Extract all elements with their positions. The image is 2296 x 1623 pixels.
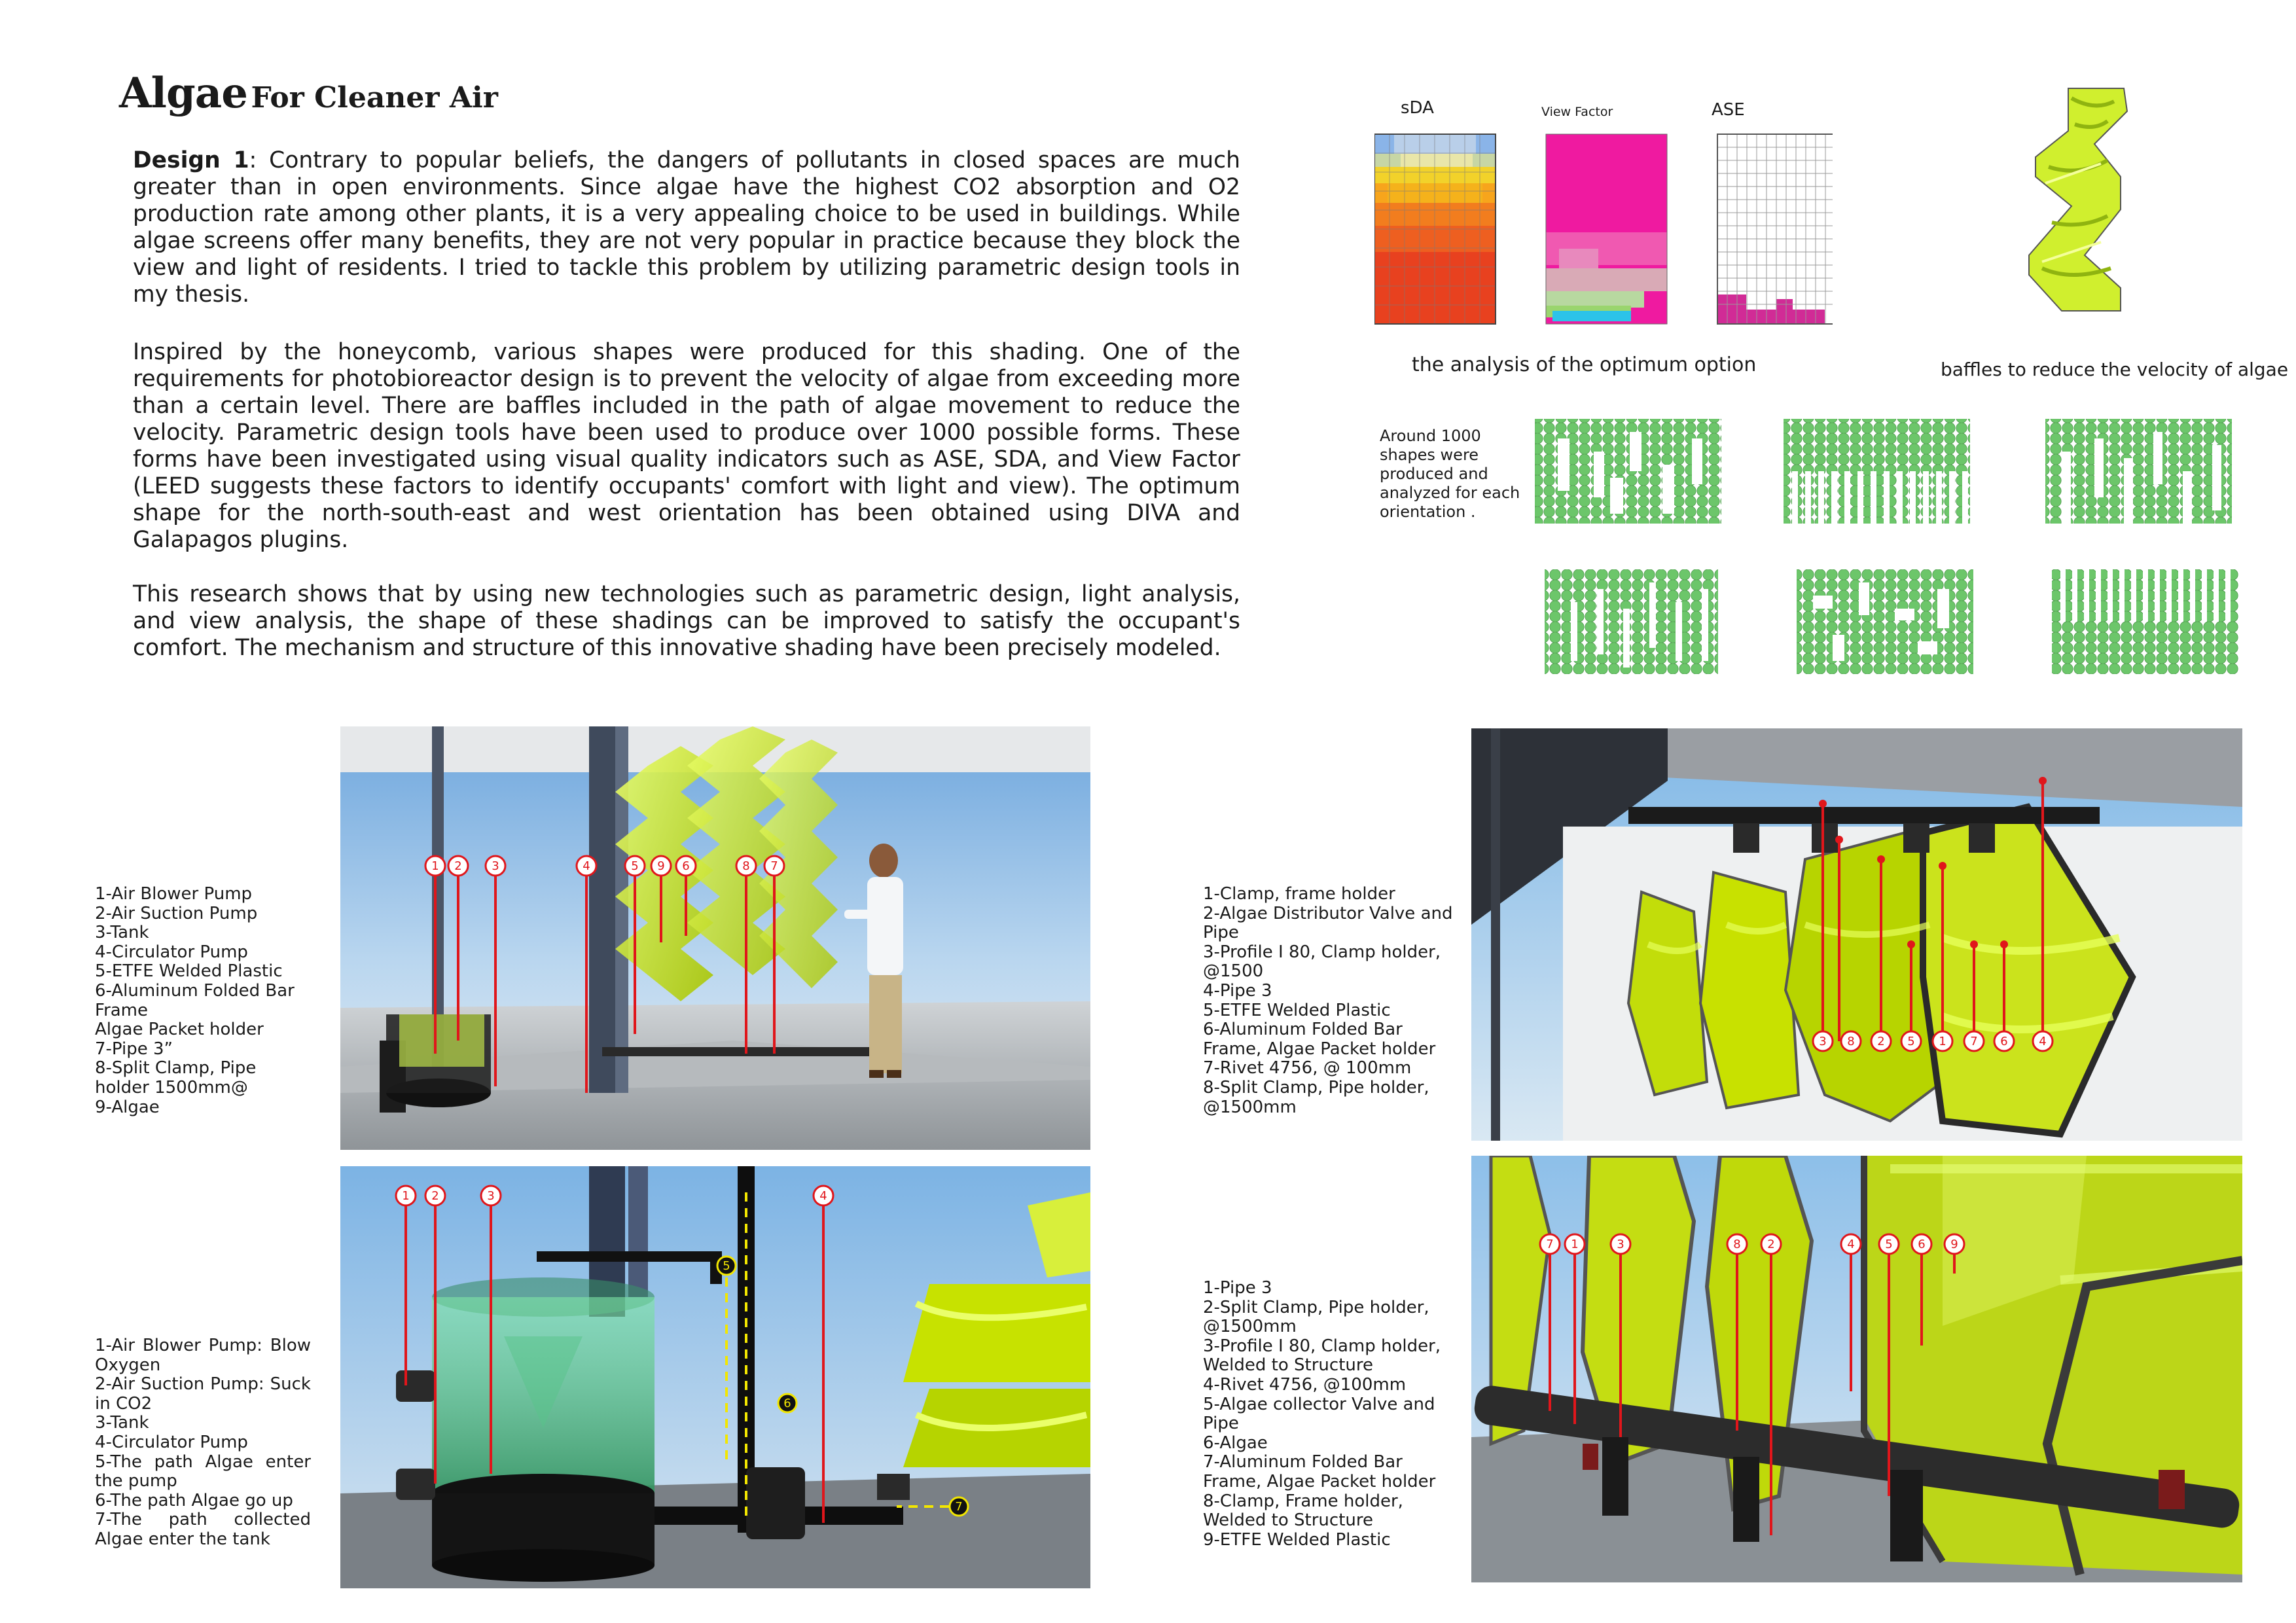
marker-r1-8: [736, 856, 756, 876]
svg-text:6: 6: [682, 859, 690, 873]
title-main: Algae: [119, 69, 247, 118]
marker-r3-4: [2033, 1031, 2053, 1051]
intro-text-1: : Contrary to popular beliefs, the dangers of pollutants in closed spaces are much greater than in open environments. Since algae have the highest CO2 absorption and O2 production rate among other plants, it is a very appealing choice to be used in buildings. While algae screens offer many benefits, they are not very popular in practice because they block the view and light of residents. I tried to tackle this problem by utilizing parametric design tools in my thesis.: [133, 147, 1241, 308]
marker-r1-7: [764, 856, 784, 876]
render1-markers: [425, 856, 784, 876]
shape-variant-1: [1535, 419, 1721, 524]
marker-r3-3: [1813, 1031, 1833, 1051]
svg-text:3: 3: [1617, 1238, 1624, 1251]
marker-r3-8: [1841, 1031, 1861, 1051]
legend-render-1: 1-Air Blower Pump 2-Air Suction Pump 3-Tank 4-Circulator Pump 5-ETFE Welded Plastic 6-Aluminum Folded Bar Frame Algae Packet holder 7-Pipe 3” 8-Split Clamp, Pipe holder 1500mm@ 9-Algae: [95, 884, 295, 1117]
svg-text:4: 4: [1847, 1238, 1855, 1251]
svg-text:1: 1: [1939, 1035, 1946, 1048]
svg-text:3: 3: [487, 1189, 495, 1203]
marker-r1-9: [651, 856, 671, 876]
render-system-overview: [340, 726, 1090, 1150]
svg-text:7: 7: [770, 859, 778, 873]
svg-text:5: 5: [1907, 1035, 1915, 1048]
marker-r1-3: [486, 856, 505, 876]
svg-text:9: 9: [657, 859, 665, 873]
marker-r1-6: [676, 856, 696, 876]
svg-text:1: 1: [431, 859, 439, 873]
svg-text:2: 2: [1877, 1035, 1885, 1048]
baffle-caption: baffles to reduce the velocity of algae: [1941, 359, 2289, 380]
shapes-note: Around 1000 shapes were produced and analyzed for each orientation .: [1380, 427, 1520, 521]
svg-text:1: 1: [402, 1189, 410, 1203]
hex-shape-variants: [1532, 412, 2245, 674]
svg-text:3: 3: [1819, 1035, 1827, 1048]
render4-markers: [1540, 1234, 1964, 1254]
marker-r2-1: [396, 1186, 416, 1205]
svg-text:9: 9: [1950, 1238, 1958, 1251]
svg-text:7: 7: [1970, 1035, 1978, 1048]
svg-text:8: 8: [1733, 1238, 1741, 1251]
marker-r4-7: [1540, 1234, 1560, 1254]
marker-r3-5: [1901, 1031, 1921, 1051]
intro-paragraph-2: [133, 339, 1240, 554]
intro-paragraph-3: [133, 581, 1240, 662]
svg-text:2: 2: [454, 859, 462, 873]
marker-r3-2: [1871, 1031, 1891, 1051]
shape-variant-5: [1797, 569, 1973, 674]
marker-r1-4: [577, 856, 596, 876]
view-factor-grid: [1546, 134, 1667, 324]
marker-r2-6: [778, 1394, 797, 1412]
marker-r4-1: [1565, 1234, 1585, 1254]
design-label: Design 1: [133, 147, 249, 173]
svg-text:2: 2: [431, 1189, 439, 1203]
legend-render-4: 1-Pipe 3 2-Split Clamp, Pipe holder, @1500mm 3-Profile I 80, Clamp holder, Welded to Structure 4-Rivet 4756, @100mm 5-Algae collector Valve and Pipe 6-Algae 7-Aluminum Folded Bar Frame, Algae Packet holder 8-Clamp, Frame holder, Welded to Structure 9-ETFE Welded Plastic: [1203, 1278, 1441, 1550]
ase-grid: [1717, 134, 1833, 324]
svg-text:8: 8: [742, 859, 750, 873]
marker-r3-6: [1994, 1031, 2014, 1051]
marker-r3-7: [1964, 1031, 1984, 1051]
intro-paragraph-1: [133, 147, 1240, 308]
svg-text:4: 4: [583, 859, 590, 873]
page-title: [119, 69, 498, 118]
marker-r4-8: [1727, 1234, 1747, 1254]
analysis-grids: [1374, 131, 1833, 327]
marker-r2-2: [425, 1186, 445, 1205]
svg-text:4: 4: [819, 1189, 827, 1203]
marker-r2-5: [717, 1257, 736, 1275]
marker-r3-1: [1933, 1031, 1952, 1051]
svg-text:6: 6: [1918, 1238, 1926, 1251]
marker-r2-3: [481, 1186, 501, 1205]
marker-r1-1: [425, 856, 445, 876]
legend-render-3: 1-Clamp, frame holder 2-Algae Distributor Valve and Pipe 3-Profile I 80, Clamp holder, @1500 4-Pipe 3 5-ETFE Welded Plastic 6-Aluminum Folded Bar Frame, Algae Packet holder 7-Rivet 4756, @ 100mm 8-Split Clamp, Pipe holder, @1500mm: [1203, 884, 1453, 1117]
svg-text:7: 7: [1546, 1238, 1554, 1251]
render-frame-detail: [1471, 728, 2242, 1141]
render2-markers: [396, 1186, 968, 1516]
svg-text:4: 4: [2039, 1035, 2047, 1048]
view-factor-label: View Factor: [1541, 105, 1613, 119]
render-base-detail: [1471, 1156, 2242, 1582]
svg-text:6: 6: [2000, 1035, 2008, 1048]
marker-r4-5: [1879, 1234, 1899, 1254]
shape-variant-6: [2052, 569, 2238, 674]
title-sub: For Cleaner Air: [251, 81, 498, 115]
legend-render-2: 1-Air Blower Pump: Blow Oxygen 2-Air Suction Pump: Suck in CO2 3-Tank 4-Circulator Pump 5-The path Algae enter the pump 6-The path Algae go up 7-The path collected Algae enter the tank: [95, 1336, 311, 1549]
marker-r4-9: [1945, 1234, 1964, 1254]
render-pump-tank: [340, 1166, 1090, 1588]
marker-r4-4: [1841, 1234, 1861, 1254]
svg-text:5: 5: [723, 1259, 730, 1273]
marker-r4-6: [1912, 1234, 1931, 1254]
intro-text-2: Inspired by the honeycomb, various shapes were produced for this shading. One of the requirements for photobioreactor design is to prevent the velocity of algae from exceeding more than a certain level. There are baffles included in the path of algae movement to reduce the velocity. Parametric design tools have been used to produce over 1000 possible forms. These forms have been investigated using visual quality indicators such as ASE, SDA, and View Factor (LEED suggests these factors to identify occupants' comfort with light and view). The optimum shape for the north-south-east and west orientation has been obtained using DIVA and Galapagos plugins.: [133, 339, 1240, 553]
shape-variant-4: [1545, 569, 1718, 674]
svg-text:5: 5: [631, 859, 639, 873]
svg-text:3: 3: [492, 859, 499, 873]
render3-markers: [1813, 1031, 2053, 1051]
sda-label: sDA: [1401, 98, 1434, 118]
intro-text-3: This research shows that by using new technologies such as parametric design, light analysis, and view analysis, the shape of these shadings can be improved to satisfy the occupant's comfort. The mechanism and structure of this innovative shading have been precisely modeled.: [133, 581, 1240, 661]
marker-r2-7: [950, 1497, 968, 1516]
sda-grid: [1374, 134, 1496, 324]
svg-text:6: 6: [783, 1397, 791, 1410]
marker-r1-2: [448, 856, 468, 876]
baffle-diagram: [2022, 85, 2134, 314]
svg-text:2: 2: [1767, 1238, 1775, 1251]
marker-r1-5: [625, 856, 645, 876]
svg-text:8: 8: [1847, 1035, 1855, 1048]
marker-r2-4: [814, 1186, 833, 1205]
marker-r4-3: [1611, 1234, 1630, 1254]
svg-text:5: 5: [1885, 1238, 1893, 1251]
marker-r4-2: [1761, 1234, 1781, 1254]
shape-variant-3: [2045, 419, 2232, 524]
svg-text:7: 7: [955, 1500, 963, 1514]
ase-label: ASE: [1712, 100, 1745, 120]
shape-variant-2: [1784, 419, 1970, 524]
analysis-caption: the analysis of the optimum option: [1412, 353, 1757, 376]
svg-text:1: 1: [1571, 1238, 1579, 1251]
